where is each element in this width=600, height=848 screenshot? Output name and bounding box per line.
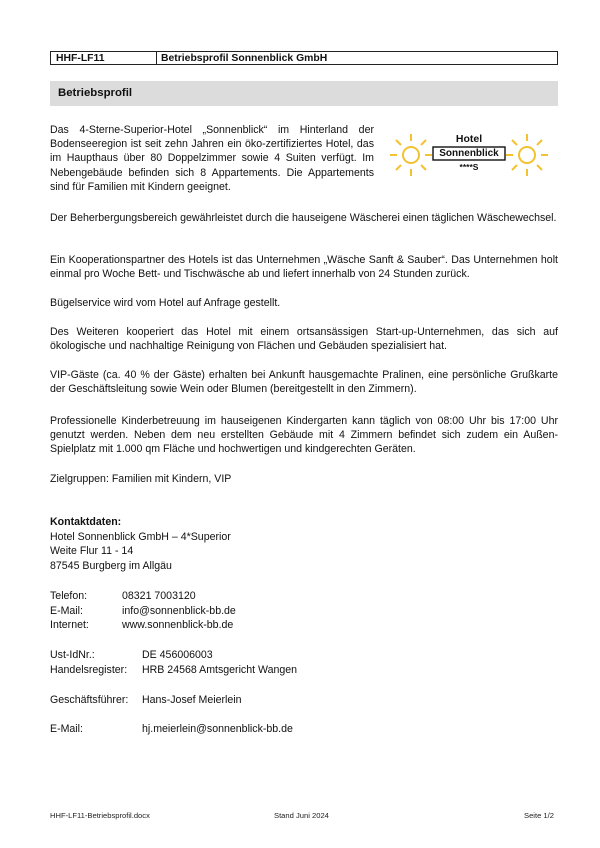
contact-block	[50, 515, 231, 573]
contact-heading: Kontaktdaten:	[50, 516, 122, 528]
logo-stars: ****S	[459, 162, 479, 172]
paragraph-vip: VIP-Gäste (ca. 40 % der Gäste) erhalten bei Ankunft hausgemachte Pralinen, eine persönliche Grußkarte der Geschäftsleitung sowie Wein oder Blumen (bereitgestellt in den Zimmern).	[50, 369, 558, 396]
section-title: Betriebsprofil	[50, 81, 558, 106]
paragraph-intro: Das 4-Sterne-Superior-Hotel „Sonnenblick“ im Hinterland der Bodenseeregion ist seit zehn Jahren ein öko-zertifiziertes Hotel, das im Haupthaus über 80 Doppelzimmer sowie 4 Suiten verfügt. Im Nebengebäude befinden sich 8 Appartements. Die Appartements sind für Familien mit Kindern geeignet.	[50, 124, 374, 193]
document-header-table	[50, 51, 558, 65]
paragraph-laundry: Der Beherbergungsbereich gewährleistet durch die hauseigene Wäscherei einen täglichen Wäschewechsel.	[50, 212, 557, 224]
hotel-logo	[389, 128, 549, 182]
footer-filename: HHF-LF11-Betriebsprofil.docx	[50, 811, 150, 820]
contact-city: 87545 Burgberg im Allgäu	[50, 559, 172, 572]
paragraph-target-groups: Zielgruppen: Familien mit Kindern, VIP	[50, 473, 232, 485]
logo-hotel-text: Hotel	[455, 133, 483, 145]
ceo-email-value: hj.meierlein@sonnenblick-bb.de	[142, 723, 293, 735]
ceo-label: Geschäftsführer:	[50, 694, 129, 706]
register-value: HRB 24568 Amtsgericht Wangen	[142, 663, 298, 676]
logo-name-text: Sonnenblick	[439, 148, 499, 159]
ceo-block	[50, 693, 242, 708]
document-code: HHF-LF11	[51, 52, 157, 64]
ceo-value: Hans-Josef Meierlein	[142, 694, 242, 706]
paragraph-cleaning: Des Weiteren kooperiert das Hotel mit einem ortsansässigen Start-up-Unternehmen, das sich auf ökologische und nachhaltige Reinigung von Flächen und Gebäuden spezialisiert hat.	[50, 326, 558, 353]
document-title: Betriebsprofil Sonnenblick GmbH	[161, 53, 328, 64]
paragraph-partner: Ein Kooperationspartner des Hotels ist das Unternehmen „Wäsche Sanft & Sauber“. Das Unternehmen holt einmal pro Woche Bett- und Tischwäsche ab und liefert innerhalb von 24 Stunden zurück.	[50, 254, 558, 281]
ceo-email-block	[50, 722, 293, 737]
legal-block	[50, 648, 297, 677]
contact-street: Weite Flur 11 - 14	[50, 545, 134, 558]
email-label: E-Mail:	[50, 604, 83, 617]
paragraph-childcare: Professionelle Kinderbetreuung im hauseigenen Kindergarten kann täglich von 08:00 Uhr bis 17:00 Uhr genutzt werden. Neben dem neu erstellten Gebäude mit 4 Zimmern befindet sich zudem ein Außen-Spielplatz mit 1.000 qm Fläche und hochwertigen und kindgerechten Geräten.	[50, 415, 558, 456]
footer-page: Seite 1/2	[524, 811, 554, 820]
contact-channels	[50, 589, 236, 633]
web-label: Internet:	[50, 619, 89, 632]
paragraph-ironing: Bügelservice wird vom Hotel auf Anfrage gestellt.	[50, 297, 281, 309]
ceo-email-label: E-Mail:	[50, 723, 83, 735]
vat-value: DE 456006003	[142, 649, 213, 661]
web-value: www.sonnenblick-bb.de	[122, 619, 234, 632]
footer-date: Stand Juni 2024	[274, 811, 329, 820]
contact-company: Hotel Sonnenblick GmbH – 4*Superior	[50, 530, 231, 543]
vat-label: Ust-IdNr.:	[50, 649, 95, 661]
register-label: Handelsregister:	[50, 663, 128, 676]
email-value: info@sonnenblick-bb.de	[122, 604, 236, 617]
phone-value: 08321 7003120	[122, 590, 196, 602]
phone-label: Telefon:	[50, 590, 88, 602]
